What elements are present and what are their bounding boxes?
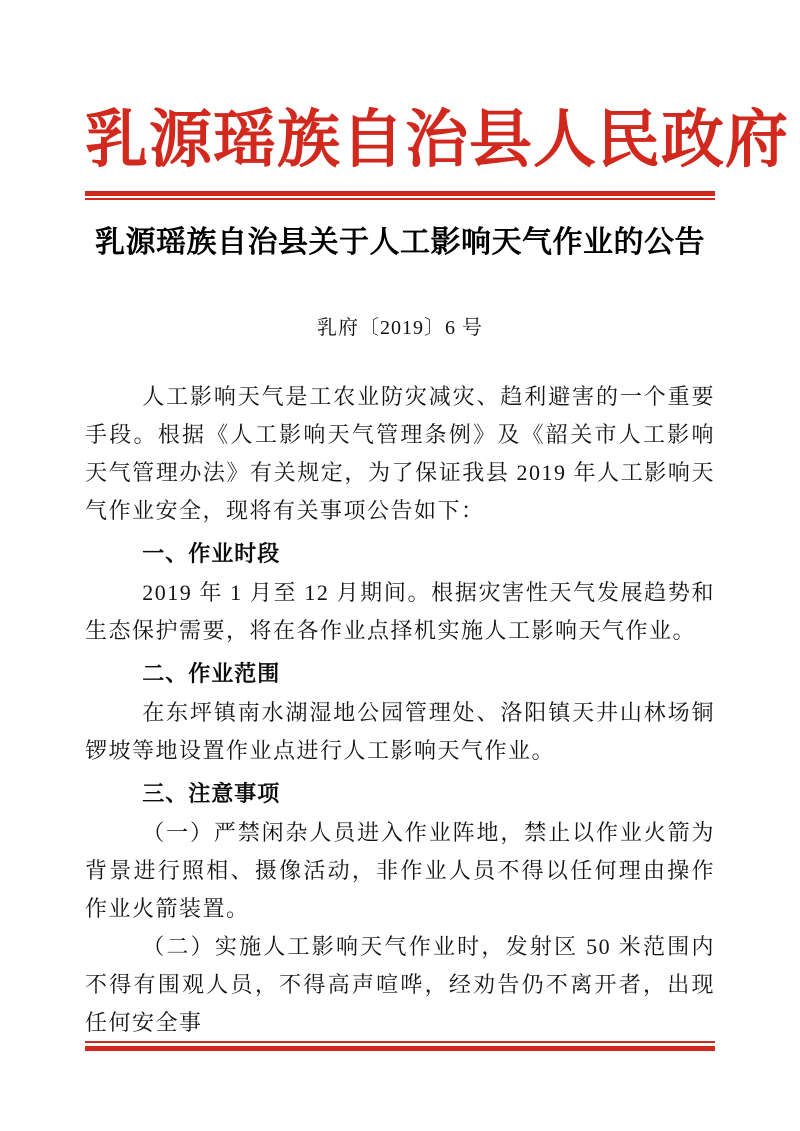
- announcement-body: [85, 378, 715, 1042]
- announcement-title: 乳源瑶族自治县关于人工影响天气作业的公告: [95, 226, 705, 260]
- section-heading-precautions: 三、注意事项: [142, 781, 281, 807]
- precaution-item-2-paragraph: （二）实施人工影响天气作业时，发射区 50 米范围内不得有围观人员，不得高声喧哗，经劝告仍不离开者，出现任何安全事: [85, 934, 715, 1036]
- government-masthead: 乳源瑶族自治县人民政府: [85, 105, 789, 175]
- intro-paragraph: 人工影响天气是工农业防灾减灾、趋利避害的一个重要手段。根据《人工影响天气管理条例》及《韶关市人工影响天气管理办法》有关规定，为了保证我县 2019 年人工影响天气作业安全，现将有关事项公告如下：: [85, 384, 715, 524]
- footer-separator: [85, 1041, 715, 1051]
- precaution-item-1-paragraph: （一）严禁闲杂人员进入作业阵地，禁止以作业火箭为背景进行照相、摄像活动，非作业人员不得以任何理由操作作业火箭装置。: [85, 820, 715, 922]
- operation-scope-paragraph: 在东坪镇南水湖湿地公园管理处、洛阳镇天井山林场铜锣坡等地设置作业点进行人工影响天气作业。: [85, 700, 715, 764]
- section-heading-operation-period: 一、作业时段: [142, 541, 281, 567]
- operation-period-paragraph: 2019 年 1 月至 12 月期间。根据灾害性天气发展趋势和生态保护需要，将在各作业点择机实施人工影响天气作业。: [85, 580, 715, 644]
- document-number: 乳府〔2019〕6 号: [317, 317, 483, 340]
- footer-separator-thick-line: [85, 1046, 715, 1051]
- page-content: [0, 106, 800, 1042]
- masthead-separator: [85, 191, 715, 200]
- section-heading-operation-scope: 二、作业范围: [142, 661, 281, 687]
- separator-thin-line: [85, 198, 715, 200]
